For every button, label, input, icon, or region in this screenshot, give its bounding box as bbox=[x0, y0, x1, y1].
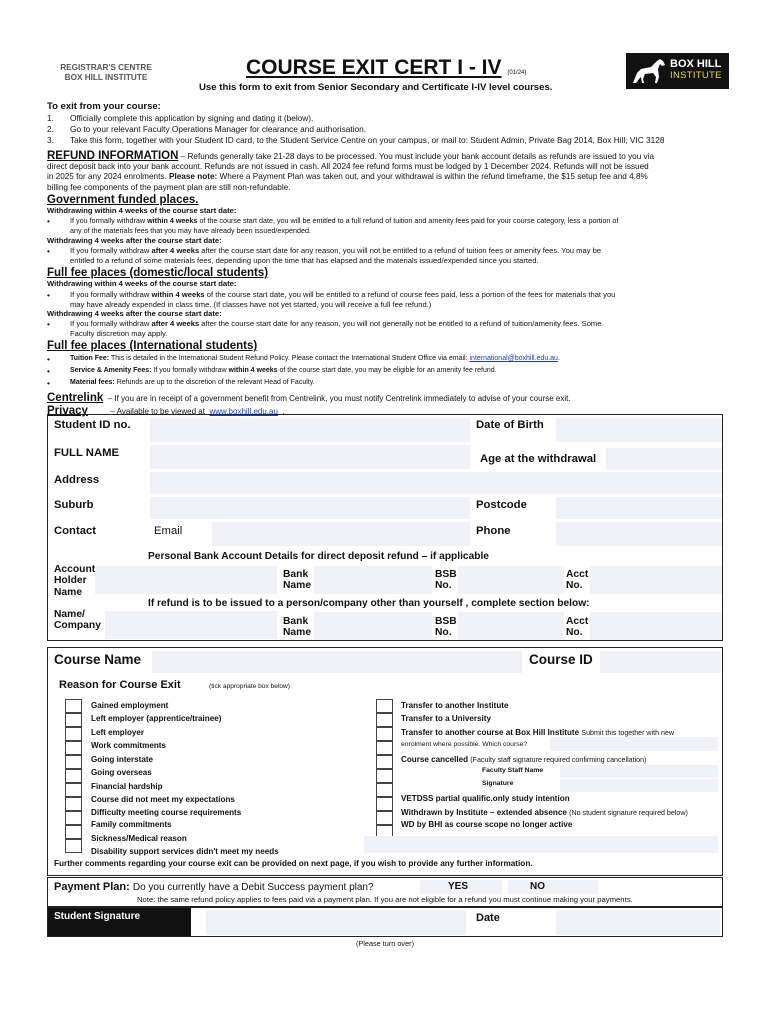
reason-sickness: Sickness/Medical reason bbox=[91, 834, 187, 843]
bullet: • bbox=[47, 216, 50, 226]
checkbox-financial-hardship[interactable] bbox=[65, 783, 82, 797]
address-input[interactable] bbox=[150, 472, 722, 494]
reason-transfer-university: Transfer to a University bbox=[401, 714, 491, 723]
payment-note: Note: the same refund policy applies to fees paid via a payment plan. If you are not eligible for a refund you must continue making your payments. bbox=[137, 895, 633, 904]
email-label: Email bbox=[154, 525, 183, 537]
gov-sub1: Withdrawing within 4 weeks of the course start date: bbox=[47, 206, 237, 215]
reason-financial-hardship: Financial hardship bbox=[91, 782, 163, 791]
intl-email-link[interactable]: international@boxhill.edu.au bbox=[469, 355, 558, 362]
checkbox-left-employer[interactable] bbox=[65, 727, 82, 741]
gov-bullet1: If you formally withdraw within 4 weeks of the course start date, you will be entitled to a full refund of tuition and amenity fees paid for your course category, less a portion of any of the materials fees that you may have already been issued/expended. bbox=[70, 216, 619, 235]
intl-bullet2: Service & Amenity Fees: If you formally withdraw within 4 weeks of the course start date, you may be eligible for an amenity fee refund. bbox=[70, 367, 497, 374]
logo bbox=[626, 53, 729, 89]
intl-bullet3: Material fees: Refunds are up to the discretion of the relevant Head of Faculty. bbox=[70, 379, 315, 386]
further-comments: Further comments regarding your course exit can be provided on next page, if you wish to provide any further information. bbox=[54, 859, 533, 868]
student-id-label: Student ID no. bbox=[54, 419, 131, 431]
checkbox-signature[interactable] bbox=[376, 783, 393, 797]
checkbox-transfer-course[interactable] bbox=[376, 727, 393, 741]
reason-left-employer-apprentice: Left employer (apprentice/trainee) bbox=[91, 714, 222, 723]
other-reason-input[interactable] bbox=[364, 836, 718, 853]
exit-step-1: 1. bbox=[47, 113, 54, 123]
reason-course-requirements: Difficulty meeting course requirements bbox=[91, 808, 242, 817]
reason-going-overseas: Going overseas bbox=[91, 768, 152, 777]
full-fee-bullet2: If you formally withdraw after 4 weeks after the course start date for any reason, you will not generally not be entitled to a refund of tuition/amenity fees. Some Faculty discretion may apply. bbox=[70, 319, 602, 338]
bank-name-label: Bank Name bbox=[283, 569, 312, 592]
bullet: • bbox=[47, 319, 50, 329]
course-id-label: Course ID bbox=[529, 652, 593, 667]
suburb-input[interactable] bbox=[150, 497, 470, 519]
checkbox-course-cancelled[interactable] bbox=[376, 755, 393, 769]
reason-family-commitments: Family commitments bbox=[91, 820, 172, 829]
reason-hint: (tick appropriate box below) bbox=[209, 683, 290, 690]
phone-label: Phone bbox=[476, 525, 511, 537]
no-label: NO bbox=[530, 881, 545, 892]
postcode-input[interactable] bbox=[556, 497, 722, 519]
checkbox-vetdss[interactable] bbox=[376, 797, 393, 811]
checkbox-going-overseas[interactable] bbox=[65, 769, 82, 783]
checkbox-gained-employment[interactable] bbox=[65, 699, 82, 713]
centrelink-heading: Centrelink bbox=[47, 392, 104, 404]
acct-label: Acct No. bbox=[566, 569, 589, 592]
acct-2-label: Acct No. bbox=[566, 616, 589, 639]
reason-gained-employment: Gained employment bbox=[91, 701, 169, 710]
reason-transfer-institute: Transfer to another Institute bbox=[401, 701, 509, 710]
bullet: • bbox=[47, 378, 50, 388]
privacy-heading: Privacy bbox=[47, 405, 88, 417]
reason-wd-bhi: WD by BHI as course scope no longer active bbox=[401, 820, 573, 829]
version-text: (01/24) bbox=[507, 70, 527, 76]
exit-step-3-text: Take this form, together with your Student ID card, to the Student Service Centre on your campus, or mail to: Student Admin, Private Bag 2014, Box Hill, VIC 3128 bbox=[70, 135, 665, 145]
exit-step-3: 3. bbox=[47, 135, 54, 145]
bank-heading: Personal Bank Account Details for direct deposit refund – if applicable bbox=[148, 551, 489, 562]
postcode-label: Postcode bbox=[476, 499, 527, 511]
age-input[interactable] bbox=[606, 448, 722, 470]
checkbox-left-employer-apprentice[interactable] bbox=[65, 713, 82, 727]
turn-over-note: (Please turn over) bbox=[356, 939, 414, 948]
reason-course-expectations: Course did not meet my expectations bbox=[91, 795, 235, 804]
subtitle: Use this form to exit from Senior Secondary and Certificate I-IV level courses. bbox=[199, 82, 553, 93]
bank-name-input[interactable] bbox=[314, 566, 432, 594]
horse-icon bbox=[629, 55, 669, 87]
acct-2-input[interactable] bbox=[590, 612, 722, 640]
refund-info: REFUND INFORMATION – Refunds generally take 21-28 days to be processed. You must include your bank account details as refunds are issued to you via direct deposit back into your bank account. Refunds are not issued in cash. All 2024 fee refund forms must be lodged by 1 December 2024. Refunds will not be issued in 2025 for any 2024 enrolments. Please note: Where a Payment Plan was taken out, and your withdrawal is within the refund timeframe, the $15 setup fee and 4.8% billing fee components of the payment plan are still non-refundable. bbox=[47, 150, 655, 192]
name-company-label: Name/ Company bbox=[54, 609, 101, 632]
full-fee-bullet1: If you formally withdraw within 4 weeks of the course start date, you will be entitled to a refund of course fees paid, less a portion of the fees for materials that you may have already expended in class time. (If classes have not yet started, you will receive a full fee refund.) bbox=[70, 290, 616, 309]
checkbox-transfer-course-cont[interactable] bbox=[376, 741, 393, 755]
reason-course-cancelled: Course cancelled (Faculty staff signature required confirming cancellation) bbox=[401, 755, 647, 764]
registrar-block bbox=[52, 63, 160, 83]
logo-line1: BOX HILL bbox=[670, 58, 722, 70]
reason-vetdss: VETDSS partial qualific.only study intention bbox=[401, 794, 570, 803]
reason-disability-support: Disability support services didn't meet my needs bbox=[91, 847, 279, 856]
bullet: • bbox=[47, 290, 50, 300]
full-name-label: FULL NAME bbox=[54, 447, 120, 459]
bank-name-2-input[interactable] bbox=[314, 612, 432, 640]
age-label: Age at the withdrawal bbox=[480, 453, 597, 465]
bullet: • bbox=[47, 366, 50, 376]
account-holder-label: Account Holder Name bbox=[54, 564, 96, 598]
full-fee-sub2: Withdrawing 4 weeks after the course start date: bbox=[47, 309, 222, 318]
registrar-line2: BOX HILL INSTITUTE bbox=[64, 73, 148, 82]
intl-bullet1: Tuition Fee: This is detailed in the International Student Refund Policy. Please contact the International Student Office via email: international@boxhill.edu.au. bbox=[70, 355, 560, 362]
reason-work-commitments: Work commitments bbox=[91, 741, 166, 750]
logo-line2: INSTITUTE bbox=[670, 70, 722, 81]
suburb-label: Suburb bbox=[54, 499, 94, 511]
transfer-course-note: enrolment where possible. Which course? bbox=[401, 741, 528, 748]
faculty-staff-input[interactable] bbox=[560, 765, 718, 778]
reason-left-employer: Left employer bbox=[91, 728, 145, 737]
bsb-input[interactable] bbox=[458, 566, 564, 594]
centrelink: Centrelink – If you are in receipt of a government benefit from Centrelink, you must notify Centrelink immediately to advise of your course exit. bbox=[47, 392, 571, 404]
reason-heading: Reason for Course Exit bbox=[59, 679, 181, 691]
bank-name-2-label: Bank Name bbox=[283, 616, 312, 639]
date-input[interactable] bbox=[556, 910, 720, 935]
address-label: Address bbox=[54, 474, 100, 486]
dob-label: Date of Birth bbox=[476, 419, 544, 431]
student-id-input[interactable] bbox=[150, 418, 470, 442]
registrar-line1: REGISTRAR'S CENTRE bbox=[60, 63, 152, 72]
exit-step-1-text: Officially complete this application by signing and dating it (below). bbox=[70, 113, 314, 123]
exit-steps-heading: To exit from your course: bbox=[47, 101, 161, 112]
faculty-signature-input[interactable] bbox=[560, 779, 718, 792]
checkbox-faculty-staff[interactable] bbox=[376, 769, 393, 783]
reason-withdrawn-institute: Withdrawn by Institute – extended absence (No student signature required below) bbox=[401, 808, 688, 817]
reason-transfer-course: Transfer to another course at Box Hill Institute Submit this together with new bbox=[401, 728, 675, 737]
payment-plan: Payment Plan: Do you currently have a Debit Success payment plan? bbox=[54, 881, 374, 893]
checkbox-work-commitments[interactable] bbox=[65, 741, 82, 755]
bsb-2-input[interactable] bbox=[458, 612, 564, 640]
page-title bbox=[246, 56, 526, 85]
checkbox-going-interstate[interactable] bbox=[65, 755, 82, 769]
email-input[interactable] bbox=[212, 522, 470, 546]
title-text: COURSE EXIT CERT I - IV bbox=[246, 56, 502, 79]
gov-sub2: Withdrawing 4 weeks after the course start date: bbox=[47, 236, 222, 245]
gov-bullet2: If you formally withdraw after 4 weeks after the course start date for any reason, you will not be entitled to a refund of tuition fees or amenity fees. You may be entitled to a refund of some materials fees, depending upon the time that has elapsed and the materials issued/expended since you started. bbox=[70, 246, 602, 265]
bsb-2-label: BSB No. bbox=[435, 616, 457, 639]
faculty-signature-label: Signature bbox=[482, 780, 514, 787]
checkbox-course-requirements[interactable] bbox=[65, 811, 82, 825]
checkbox-transfer-institute[interactable] bbox=[376, 699, 393, 713]
intl-heading: Full fee places (International students) bbox=[47, 340, 258, 352]
yes-label: YES bbox=[448, 881, 469, 892]
faculty-staff-label: Faculty Staff Name bbox=[482, 767, 544, 774]
bsb-label: BSB No. bbox=[435, 569, 457, 592]
course-name-input[interactable] bbox=[152, 651, 522, 673]
no-field[interactable] bbox=[508, 880, 598, 894]
acct-input[interactable] bbox=[590, 566, 722, 594]
student-signature-label: Student Signature bbox=[54, 911, 141, 922]
full-fee-sub1: Withdrawing within 4 weeks of the course start date: bbox=[47, 279, 237, 288]
student-signature-label-bg bbox=[48, 908, 191, 936]
course-name-label: Course Name bbox=[54, 652, 142, 667]
full-fee-heading: Full fee places (domestic/local students) bbox=[47, 267, 269, 279]
checkbox-sickness[interactable] bbox=[65, 839, 82, 853]
date-label: Date bbox=[476, 912, 500, 924]
which-course-input[interactable] bbox=[550, 737, 718, 751]
payment-plan-label: Payment Plan: bbox=[54, 881, 130, 893]
reason-going-interstate: Going interstate bbox=[91, 755, 154, 764]
dob-input[interactable] bbox=[556, 418, 722, 442]
course-id-input[interactable] bbox=[600, 651, 721, 673]
privacy-link[interactable]: www.boxhill.edu.au bbox=[209, 407, 278, 416]
name-company-input[interactable] bbox=[105, 611, 277, 639]
bullet: • bbox=[47, 354, 50, 364]
student-signature-input[interactable] bbox=[206, 910, 466, 935]
refund-heading: REFUND INFORMATION bbox=[47, 150, 179, 162]
bullet: • bbox=[47, 246, 50, 256]
checkbox-course-expectations[interactable] bbox=[65, 797, 82, 811]
privacy: Privacy – Available to be viewed at www.boxhill.edu.au . bbox=[47, 405, 285, 417]
checkbox-family-commitments[interactable] bbox=[65, 825, 82, 839]
contact-label: Contact bbox=[54, 525, 97, 537]
phone-input[interactable] bbox=[556, 522, 722, 546]
checkbox-withdrawn-institute[interactable] bbox=[376, 811, 393, 825]
account-holder-input[interactable] bbox=[95, 566, 277, 594]
exit-step-2-text: Go to your relevant Faculty Operations Manager for clearance and authorisation. bbox=[70, 124, 367, 134]
exit-step-2: 2. bbox=[47, 124, 54, 134]
checkbox-transfer-university[interactable] bbox=[376, 713, 393, 727]
full-name-input[interactable] bbox=[150, 445, 470, 469]
gov-funded-heading: Government funded places. bbox=[47, 194, 199, 206]
other-heading: If refund is to be issued to a person/company other than yourself , complete section below: bbox=[148, 598, 590, 609]
